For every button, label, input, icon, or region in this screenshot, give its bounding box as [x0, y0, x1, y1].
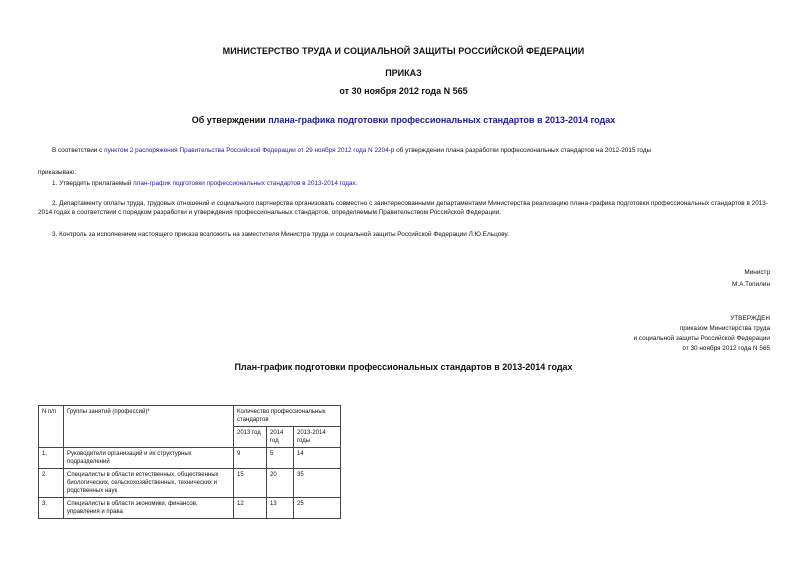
order-item-2: 2. Департаменту оплаты труда, трудовых отношений и социального партнерства организовать совместно с заинтересованными департаментами Министерства реализацию плана-графика подготовки профессиональных стандартов в 2013-2014 годах в соответствии с порядком разработки и утверждения профессиональных стандартов, определяемым Правительством Российской Федерации. [38, 200, 768, 216]
title-prefix: Об утверждении [191, 115, 269, 125]
row-2013: 9 [234, 448, 267, 469]
document-date: от 30 ноября 2012 года N 565 [339, 86, 468, 96]
header-2013: 2013 год [234, 427, 267, 448]
order-item-3: 3. Контроль за исполнением настоящего приказа возложить на заместителя Министра труда и социальной защиты Российской Федерации Л.Ю.Ельцову. [52, 231, 509, 238]
row-num: 1. [39, 448, 64, 469]
table-header-row [39, 406, 341, 427]
row-total: 25 [294, 498, 341, 519]
document-type: ПРИКАЗ [385, 68, 422, 78]
signature-title: Министр [744, 269, 770, 276]
row-total: 14 [294, 448, 341, 469]
row-group: Руководители организаций и их структурных подразделений [64, 448, 234, 469]
title-link[interactable]: плана-графика подготовки профессиональных стандартов в 2013-2014 годах [268, 115, 616, 125]
approval-stamp-line-4: от 30 ноября 2012 года N 565 [682, 345, 770, 352]
header-2014: 2014 год [267, 427, 294, 448]
approval-stamp-line-3: и социальной защиты Российской Федерации [633, 335, 770, 342]
document-title [0, 115, 807, 125]
row-group: Специалисты в области экономики, финансов, управления и права [64, 498, 234, 519]
preamble-text-start: В соответствии с [52, 147, 105, 154]
row-2014: 13 [267, 498, 294, 519]
row-2013: 12 [234, 498, 267, 519]
government-order-link[interactable]: пунктом 2 распоряжения Правительства Российской Федерации от 29 ноября 2012 года N 2204-р [104, 147, 395, 154]
row-2014: 5 [267, 448, 294, 469]
plan-table [38, 405, 341, 519]
row-num: 2. [39, 469, 64, 498]
order-item-1 [52, 179, 772, 188]
signature-name: М.А.Топилин [732, 281, 770, 288]
row-2014: 20 [267, 469, 294, 498]
header-count: Количество профессиональных стандартов [234, 406, 341, 427]
table-row [39, 469, 341, 498]
header-2013-2014: 2013-2014 годы [294, 427, 341, 448]
preamble-paragraph [52, 146, 772, 155]
row-total: 35 [294, 469, 341, 498]
header-num: N п/п [39, 406, 64, 448]
approval-stamp-line-1: УТВЕРЖДЕН [730, 315, 770, 322]
item1-text: 1. Утвердить прилагаемый [52, 180, 134, 187]
plan-schedule-link[interactable]: план-график подготовки профессиональных стандартов в 2013-2014 годах. [133, 180, 358, 187]
table-row [39, 448, 341, 469]
preamble-text-end: об утверждении плана разработки профессиональных стандартов на 2012-2015 годы [394, 147, 652, 154]
ministry-heading: МИНИСТЕРСТВО ТРУДА И СОЦИАЛЬНОЙ ЗАЩИТЫ РОССИЙСКОЙ ФЕДЕРАЦИИ [222, 46, 585, 56]
header-groups: Группы занятий (профессий)* [64, 406, 234, 448]
orders-label: приказываю: [38, 169, 76, 176]
row-group: Специалисты в области естественных, общественных биологических, сельскохозяйственных, технических и родственных наук [64, 469, 234, 498]
row-2013: 15 [234, 469, 267, 498]
row-num: 3. [39, 498, 64, 519]
plan-title: План-график подготовки профессиональных стандартов в 2013-2014 годах [234, 362, 573, 372]
approval-stamp-line-2: приказом Министерства труда [679, 325, 770, 332]
table-row [39, 498, 341, 519]
